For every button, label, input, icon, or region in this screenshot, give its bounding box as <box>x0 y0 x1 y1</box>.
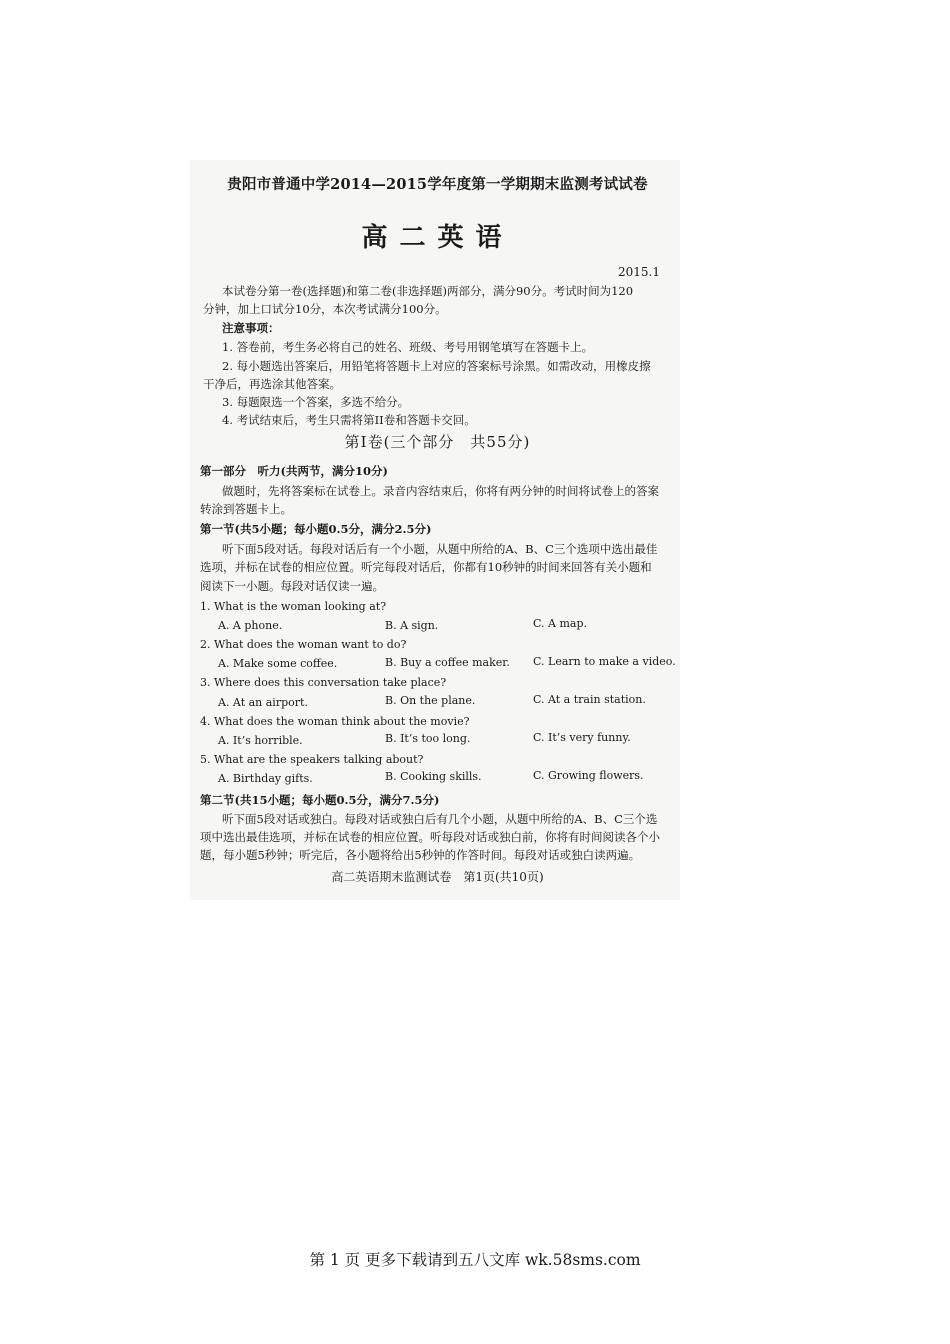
intro-line: 本试卷分第一卷(选择题)和第二卷(非选择题)两部分，满分90分。考试时间为120 <box>222 284 634 298</box>
question-3-option-c: C. At a train station. <box>533 693 646 706</box>
question-1-option-b: B. A sign. <box>385 619 439 632</box>
question-5-option-b: B. Cooking skills. <box>385 770 482 783</box>
question-4-option-b: B. It’s too long. <box>385 732 471 745</box>
volume-heading: 第Ⅰ卷(三个部分 共55分) <box>344 433 531 451</box>
section2-instruction: 项中选出最佳选项，并标在试卷的相应位置。听每段对话或独白前，你将有时间阅读各个小 <box>200 830 660 844</box>
question-1-option-a: A. A phone. <box>218 619 283 632</box>
question-3: 3. Where does this conversation take place? <box>200 676 447 689</box>
question-1: 1. What is the woman looking at? <box>200 600 387 613</box>
question-2-option-b: B. Buy a coffee maker. <box>385 656 510 669</box>
notice-item: 1. 答卷前，考生务必将自己的姓名、班级、考号用钢笔填写在答题卡上。 <box>222 340 594 354</box>
part1-instruction: 做题时，先将答案标在试卷上。录音内容结束后，你将有两分钟的时间将试卷上的答案 <box>222 484 659 498</box>
question-3-option-a: A. At an airport. <box>218 696 308 709</box>
question-2-option-c: C. Learn to make a video. <box>533 655 676 668</box>
question-2: 2. What does the woman want to do? <box>200 638 407 651</box>
question-5-option-c: C. Growing flowers. <box>533 769 644 782</box>
question-3-option-b: B. On the plane. <box>385 694 476 707</box>
intro-line: 分钟，加上口试分10分，本次考试满分100分。 <box>203 302 447 316</box>
notice-item: 4. 考试结束后，考生只需将第II卷和答题卡交回。 <box>222 413 476 427</box>
question-2-option-a: A. Make some coffee. <box>218 657 338 670</box>
question-4-option-a: A. It’s horrible. <box>218 734 303 747</box>
section2-instruction: 题，每小题5秒钟；听完后，各小题将给出5秒钟的作答时间。每段对话或独白读两遍。 <box>200 848 641 862</box>
section1-instruction: 阅读下一小题。每段对话仅读一遍。 <box>200 579 384 593</box>
exam-page-footer: 高二英语期末监测试卷 第1页(共10页) <box>331 870 544 884</box>
section2-instruction: 听下面5段对话或独白。每段对话或独白后有几个小题，从题中所给的A、B、C三个选 <box>222 812 658 826</box>
section2-heading: 第二节(共15小题；每小题0.5分，满分7.5分) <box>200 793 440 807</box>
notice-item: 2. 每小题选出答案后，用铅笔将答题卡上对应的答案标号涂黑。如需改动，用橡皮擦 <box>222 359 651 373</box>
part1-instruction: 转涂到答题卡上。 <box>200 502 292 516</box>
section1-instruction: 听下面5段对话。每段对话后有一个小题，从题中所给的A、B、C三个选项中选出最佳 <box>222 542 658 556</box>
question-1-option-c: C. A map. <box>533 617 587 630</box>
section1-heading: 第一节(共5小题；每小题0.5分，满分2.5分) <box>200 522 432 536</box>
notice-item: 干净后，再选涂其他答案。 <box>203 377 341 391</box>
part1-heading: 第一部分 听力(共两节，满分10分) <box>200 464 388 478</box>
question-4-option-c: C. It’s very funny. <box>533 731 631 744</box>
notice-title: 注意事项： <box>222 321 280 335</box>
site-footer: 第 1 页 更多下载请到五八文库 wk.58sms.com <box>309 1251 641 1269</box>
exam-date: 2015.1 <box>618 265 660 279</box>
section1-instruction: 选项，并标在试卷的相应位置。听完每段对话后，你都有10秒钟的时间来回答有关小题和 <box>200 560 652 574</box>
question-5-option-a: A. Birthday gifts. <box>218 772 313 785</box>
notice-item: 3. 每题限选一个答案，多选不给分。 <box>222 395 410 409</box>
question-4: 4. What does the woman think about the movie? <box>200 715 470 728</box>
question-5: 5. What are the speakers talking about? <box>200 753 424 766</box>
subject-title: 高二英语 <box>361 223 514 253</box>
exam-header: 贵阳市普通中学2014—2015学年度第一学期期末监测考试试卷 <box>227 176 648 193</box>
